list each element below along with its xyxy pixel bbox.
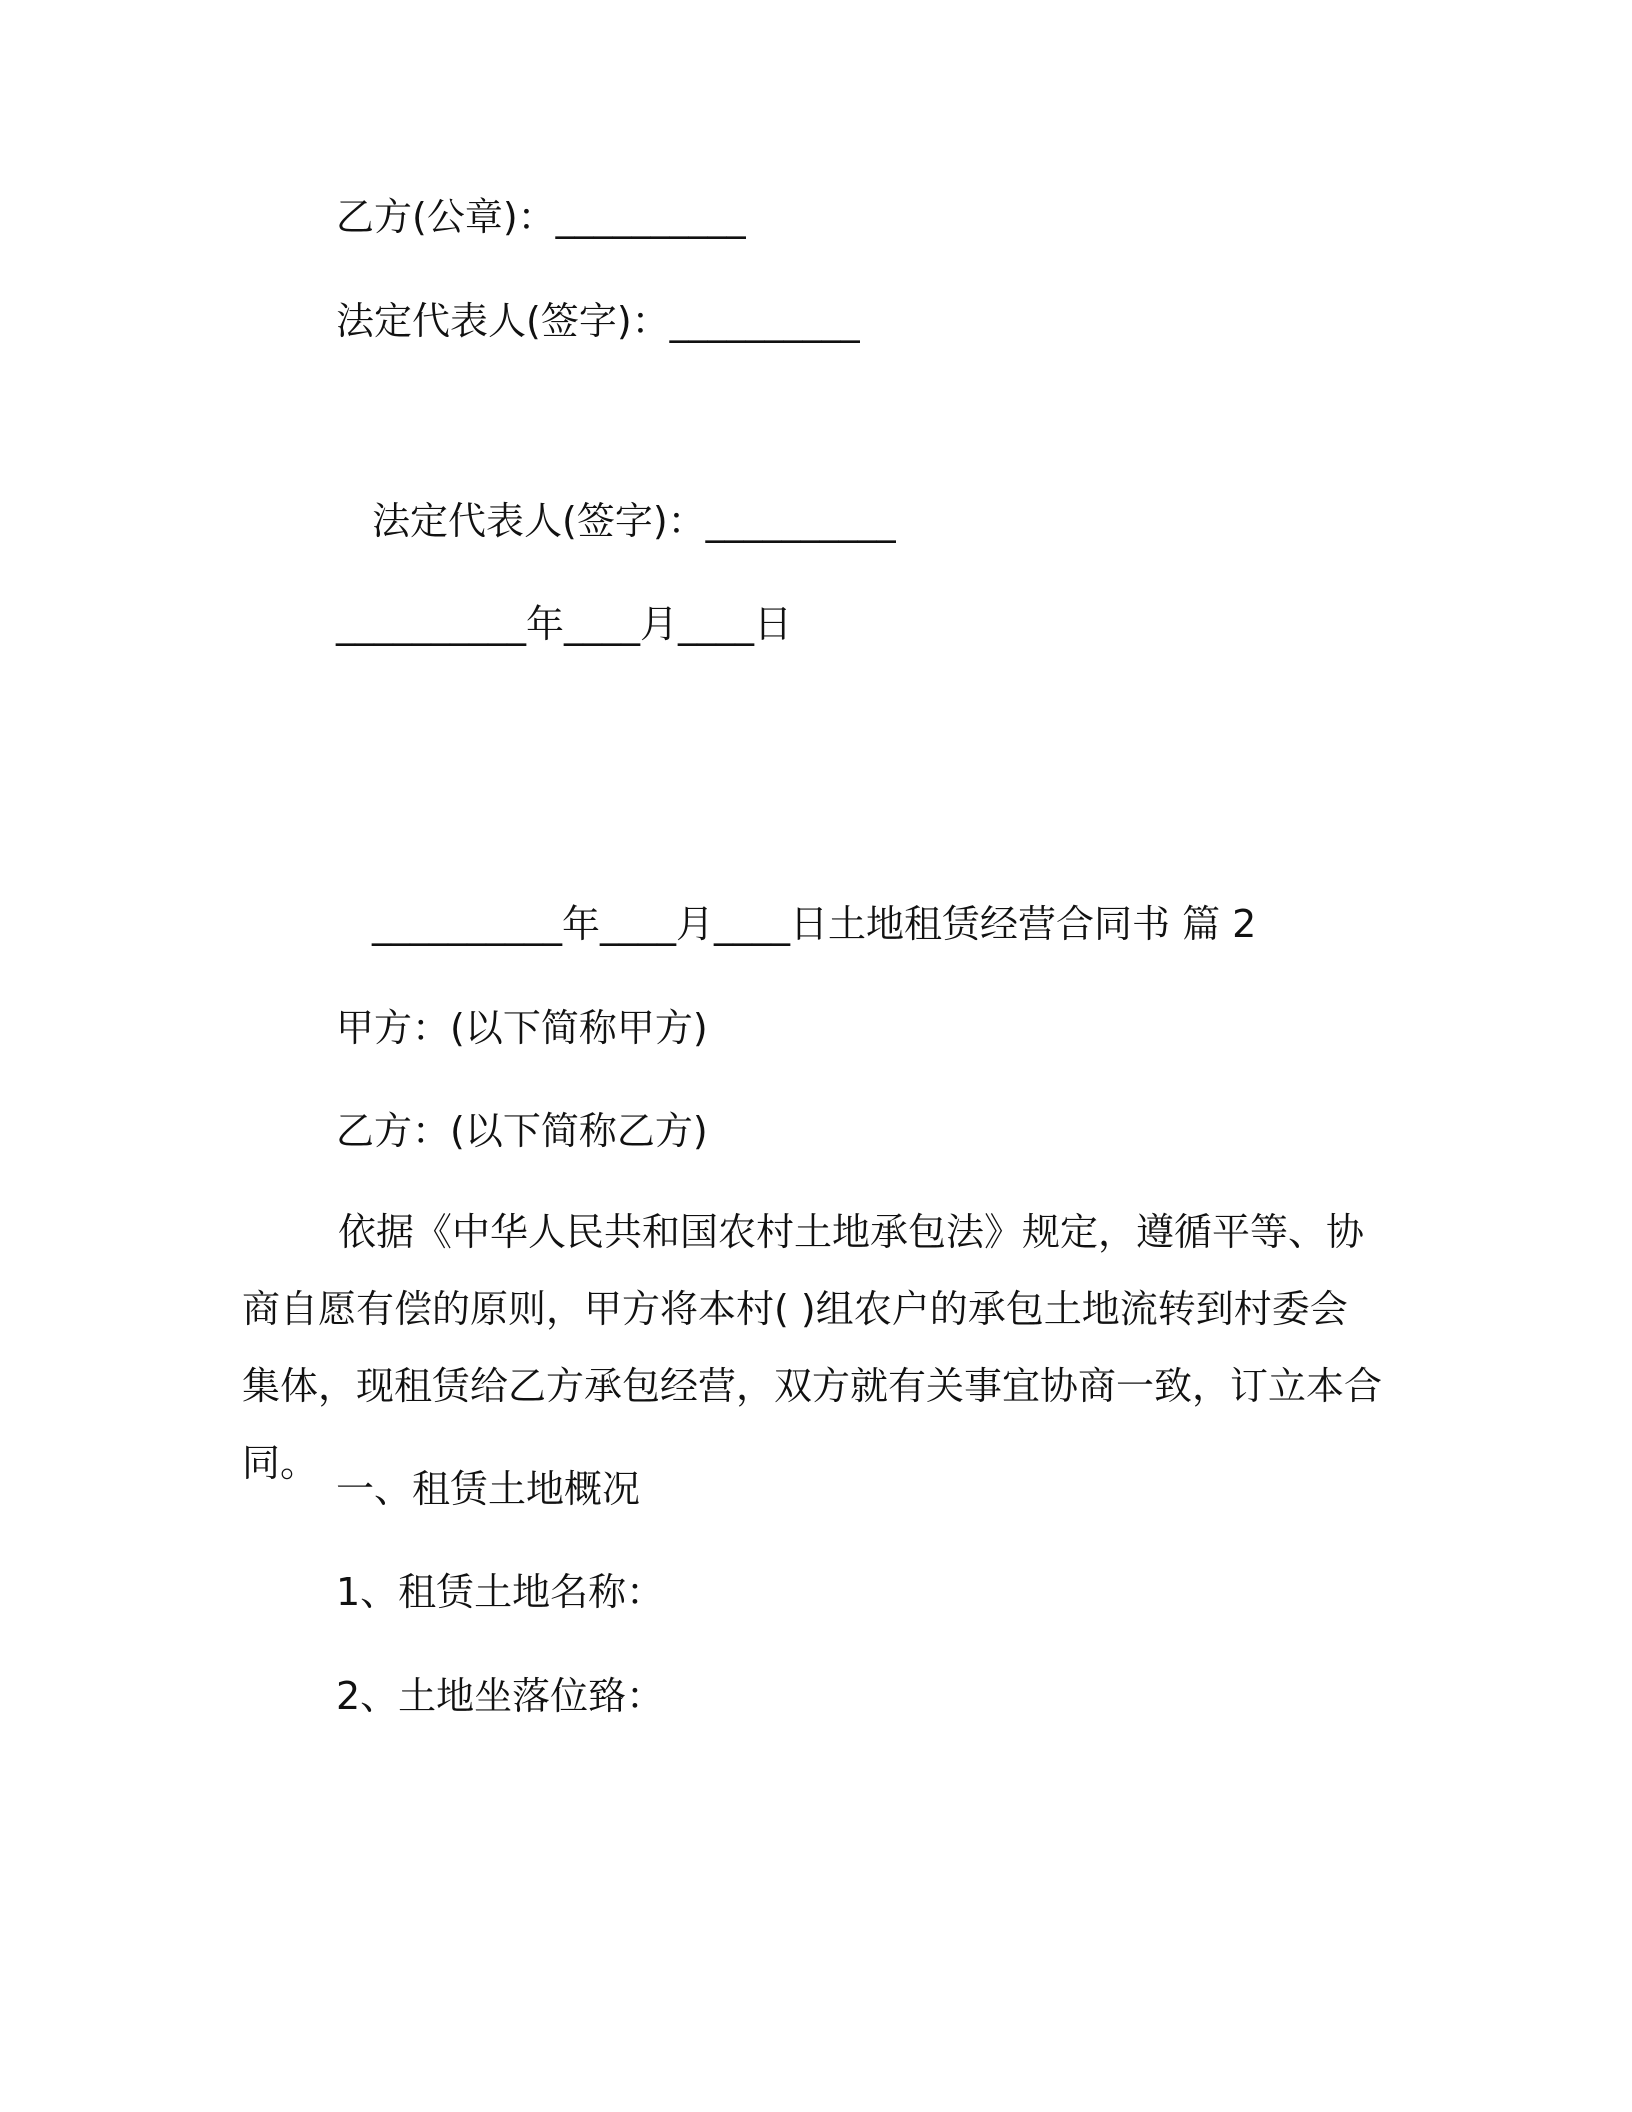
party-b-line: 乙方：(以下简称乙方) bbox=[336, 1109, 708, 1153]
legal-rep-signature-line-2: 法定代表人(签字)：__________ bbox=[372, 499, 896, 543]
party-a-line: 甲方：(以下简称甲方) bbox=[336, 1006, 708, 1050]
intro-paragraph: 依据《中华人民共和国农村土地承包法》规定，遵循平等、协商自愿有偿的原则，甲方将本村( )组农户的承包土地流转到村委会集体，现租赁给乙方承包经营，双方就有关事宜协商一致，订立本合同。 bbox=[242, 1210, 1383, 1485]
date-line: __________年____月____日 bbox=[336, 602, 793, 646]
item-2: 2、土地坐落位臵： bbox=[336, 1674, 665, 1718]
party-b-seal-line: 乙方(公章)：__________ bbox=[336, 195, 746, 239]
section-heading: 一、租赁土地概况 bbox=[336, 1467, 641, 1511]
legal-rep-signature-line-1: 法定代表人(签字)：__________ bbox=[336, 299, 860, 343]
item-1: 1、租赁土地名称： bbox=[336, 1570, 665, 1614]
contract-title: __________年____月____日土地租赁经营合同书 篇 2 bbox=[372, 902, 1257, 946]
